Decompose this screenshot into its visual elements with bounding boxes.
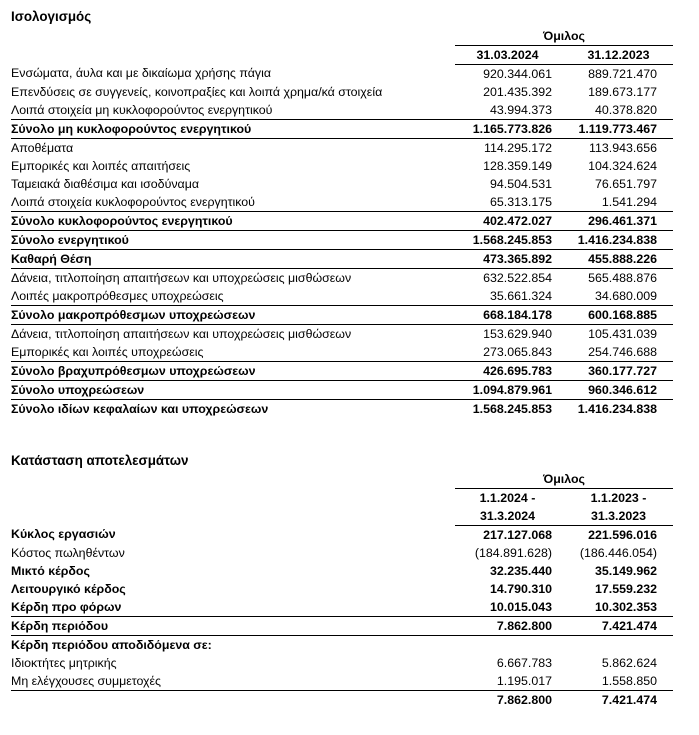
table-row xyxy=(11,400,673,419)
row-value-2: 5.862.624 xyxy=(601,655,657,670)
row-label: Ταμειακά διαθέσιμα και ισοδύναμα xyxy=(11,176,199,191)
empty-header-cell xyxy=(11,470,455,489)
row-value-2: 455.888.226 xyxy=(564,250,673,269)
table-row xyxy=(11,526,673,545)
table-row xyxy=(11,139,673,158)
row-value-1: 920.344.061 xyxy=(483,66,552,81)
row-value-2: 221.596.016 xyxy=(588,527,657,542)
balance-sheet-table xyxy=(11,27,673,418)
row-value-2: 360.177.727 xyxy=(564,362,673,381)
row-value-2: 7.421.474 xyxy=(564,691,673,710)
row-value-1: 10.015.043 xyxy=(489,599,552,614)
row-label xyxy=(11,691,455,710)
row-label: Σύνολο βραχυπρόθεσμων υποχρεώσεων xyxy=(11,362,455,381)
row-value-2: 254.746.688 xyxy=(588,344,657,359)
row-value-1: 1.568.245.853 xyxy=(455,231,564,250)
balance-sheet-title: Ισολογισμός xyxy=(11,9,92,24)
group-header: Όμιλος xyxy=(455,27,673,46)
row-value-1: 114.295.172 xyxy=(455,139,564,158)
row-label: Κύκλος εργασιών xyxy=(11,527,116,542)
row-value-2: 34.680.009 xyxy=(594,288,657,303)
row-value-1: 1.195.017 xyxy=(496,673,552,688)
table-row xyxy=(11,269,673,288)
row-value-2 xyxy=(564,636,673,655)
row-value-2: 113.943.656 xyxy=(564,139,673,158)
row-value-1: 473.365.892 xyxy=(455,250,564,269)
row-value-1: 7.862.800 xyxy=(455,691,564,710)
row-value-1: 43.994.373 xyxy=(489,102,552,117)
row-value-2: 189.673.177 xyxy=(588,84,657,99)
table-row xyxy=(11,65,673,84)
row-value-2: 105.431.039 xyxy=(564,325,673,344)
row-value-1: 1.094.879.961 xyxy=(455,381,564,400)
row-label: Ενσώματα, άυλα και με δικαίωμα χρήσης πάγια xyxy=(11,66,271,81)
row-value-2: 10.302.353 xyxy=(594,599,657,614)
row-label: Καθαρή Θέση xyxy=(11,250,455,269)
row-label: Εμπορικές και λοιπές υποχρεώσεις xyxy=(11,344,204,359)
table-row xyxy=(11,381,673,400)
table-row xyxy=(11,101,673,120)
table-row xyxy=(11,617,673,636)
row-value-2: 40.378.820 xyxy=(594,102,657,117)
row-value-1: 7.862.800 xyxy=(455,617,564,636)
row-label: Λειτουργικό κέρδος xyxy=(11,581,126,596)
row-value-1: 65.313.175 xyxy=(489,194,552,209)
empty-header-cell xyxy=(11,489,455,508)
period-header-1-line-2: 31.3.2024 xyxy=(455,507,564,526)
row-label: Σύνολο ιδίων κεφαλαίων και υποχρεώσεων xyxy=(11,400,455,419)
row-label: Κέρδη περιόδου αποδιδόμενα σε: xyxy=(11,636,455,655)
row-value-1: 402.472.027 xyxy=(455,212,564,231)
table-row xyxy=(11,562,673,580)
table-row xyxy=(11,544,673,562)
row-value-2: 1.119.773.467 xyxy=(564,120,673,139)
row-label: Σύνολο υποχρεώσεων xyxy=(11,381,455,400)
row-label: Μικτό κέρδος xyxy=(11,563,90,578)
row-value-1: 32.235.440 xyxy=(489,563,552,578)
row-value-1: 153.629.940 xyxy=(455,325,564,344)
table-row xyxy=(11,636,673,655)
empty-header-cell xyxy=(11,27,455,46)
row-value-1: 668.184.178 xyxy=(455,306,564,325)
row-label: Επενδύσεις σε συγγενείς, κοινοπραξίες και λοιπά χρημα/κά στοιχεία xyxy=(11,84,383,99)
row-label: Κέρδη προ φόρων xyxy=(11,599,122,614)
table-row xyxy=(11,231,673,250)
row-label: Αποθέματα xyxy=(11,139,455,158)
row-value-1: 35.661.324 xyxy=(489,288,552,303)
row-value-1: 426.695.783 xyxy=(455,362,564,381)
row-value-1: 217.127.068 xyxy=(483,527,552,542)
row-value-1: 14.790.310 xyxy=(489,581,552,596)
row-label: Σύνολο ενεργητικού xyxy=(11,231,455,250)
table-row xyxy=(11,212,673,231)
row-value-1: 201.435.392 xyxy=(483,84,552,99)
row-value-2: 600.168.885 xyxy=(564,306,673,325)
row-label: Κόστος πωληθέντων xyxy=(11,545,125,560)
table-row xyxy=(11,325,673,344)
row-label: Σύνολο κυκλοφορούντος ενεργητικού xyxy=(11,212,455,231)
row-label: Σύνολο μη κυκλοφορούντος ενεργητικού xyxy=(11,120,455,139)
table-row xyxy=(11,157,673,175)
income-statement-title: Κατάσταση αποτελεσμάτων xyxy=(11,453,189,468)
row-value-2: (186.446.054) xyxy=(579,545,657,560)
table-row xyxy=(11,691,673,710)
row-label: Λοιπά στοιχεία μη κυκλοφορούντος ενεργητικού xyxy=(11,102,273,117)
table-row xyxy=(11,672,673,691)
period-header-1-line-1: 1.1.2024 - xyxy=(479,490,536,505)
table-row xyxy=(11,343,673,362)
row-value-2: 7.421.474 xyxy=(564,617,673,636)
row-label: Ιδιοκτήτες μητρικής xyxy=(11,655,117,670)
row-value-2: 565.488.876 xyxy=(564,269,673,288)
row-value-1: 632.522.854 xyxy=(455,269,564,288)
row-label: Δάνεια, τιτλοποίηση απαιτήσεων και υποχρεώσεις μισθώσεων xyxy=(11,325,455,344)
period-header-2-line-1: 1.1.2023 - xyxy=(590,490,647,505)
row-label: Εμπορικές και λοιπές απαιτήσεις xyxy=(11,158,191,173)
column-header-date-1: 31.03.2024 xyxy=(455,46,564,65)
row-value-1: 1.165.773.826 xyxy=(455,120,564,139)
empty-header-cell xyxy=(11,507,455,526)
group-header: Όμιλος xyxy=(455,470,673,489)
row-value-2: 17.559.232 xyxy=(594,581,657,596)
period-header-2-line-2: 31.3.2023 xyxy=(564,507,673,526)
table-row xyxy=(11,193,673,212)
row-label: Λοιπά στοιχεία κυκλοφορούντος ενεργητικού xyxy=(11,194,255,209)
row-label: Σύνολο μακροπρόθεσμων υποχρεώσεων xyxy=(11,306,455,325)
row-value-2: 104.324.624 xyxy=(588,158,657,173)
row-value-2: 35.149.962 xyxy=(594,563,657,578)
row-value-2: 1.416.234.838 xyxy=(564,400,673,419)
row-value-1: 94.504.531 xyxy=(489,176,552,191)
row-value-1: 1.568.245.853 xyxy=(455,400,564,419)
row-value-1: 128.359.149 xyxy=(483,158,552,173)
table-row xyxy=(11,83,673,101)
table-row xyxy=(11,175,673,193)
row-label: Λοιπές μακροπρόθεσμες υποχρεώσεις xyxy=(11,288,224,303)
row-label: Κέρδη περιόδου xyxy=(11,617,455,636)
row-label: Δάνεια, τιτλοποίηση απαιτήσεων και υποχρεώσεις μισθώσεων xyxy=(11,269,455,288)
row-value-2: 76.651.797 xyxy=(594,176,657,191)
row-label: Μη ελέγχουσες συμμετοχές xyxy=(11,673,162,688)
row-value-2: 889.721.470 xyxy=(588,66,657,81)
row-value-2: 1.541.294 xyxy=(601,194,657,209)
row-value-1: 6.667.783 xyxy=(496,655,552,670)
table-row xyxy=(11,120,673,139)
table-row xyxy=(11,306,673,325)
table-row xyxy=(11,598,673,617)
row-value-1: 273.065.843 xyxy=(483,344,552,359)
table-row xyxy=(11,362,673,381)
table-row xyxy=(11,654,673,672)
column-header-date-2: 31.12.2023 xyxy=(564,46,673,65)
row-value-2: 960.346.612 xyxy=(564,381,673,400)
table-row xyxy=(11,287,673,306)
row-value-2: 1.416.234.838 xyxy=(564,231,673,250)
row-value-2: 1.558.850 xyxy=(601,673,657,688)
empty-header-cell xyxy=(11,46,455,65)
row-value-1: (184.891.628) xyxy=(474,545,552,560)
income-statement-table xyxy=(11,470,673,709)
row-value-2: 296.461.371 xyxy=(564,212,673,231)
row-value-1 xyxy=(455,636,564,655)
table-row xyxy=(11,250,673,269)
table-row xyxy=(11,580,673,598)
